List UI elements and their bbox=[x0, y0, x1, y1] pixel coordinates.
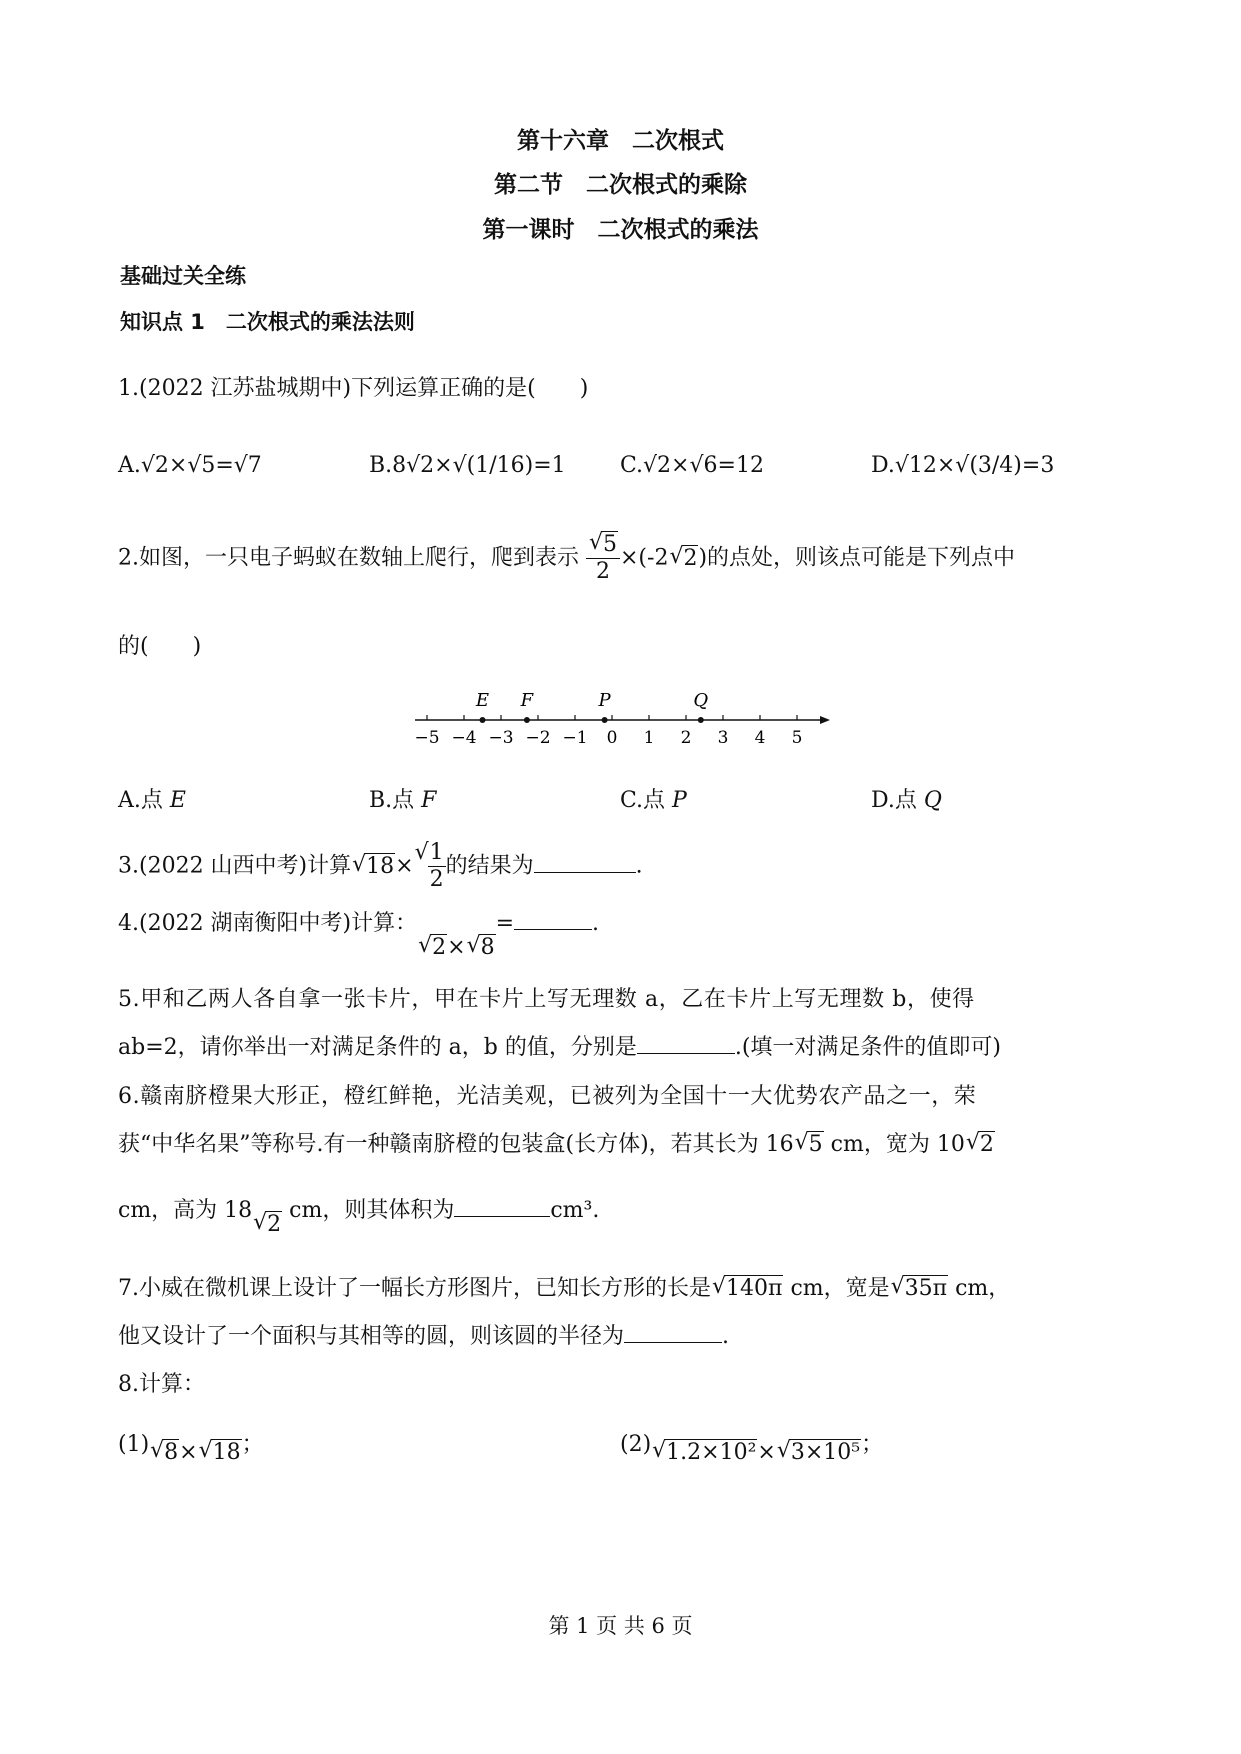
number-line-point-label: F bbox=[520, 690, 534, 711]
q4-radical-2: √ 2 bbox=[419, 933, 447, 963]
q2-option-b: B.点 F bbox=[369, 788, 437, 813]
number-line-point-Q bbox=[698, 717, 704, 723]
q8-stem: 8.计算： bbox=[118, 1372, 205, 1397]
q2-option-d: D.点 Q bbox=[871, 788, 942, 813]
q3-radical-18: √ 18 bbox=[353, 852, 395, 882]
number-line-point-label: Q bbox=[693, 690, 709, 711]
q2-stem-suffix: 的点处，则该点可能是下列点中 bbox=[707, 545, 1016, 571]
q8-part2: (2)√ 1.2×10²×√ 3×10⁵； bbox=[620, 1430, 883, 1460]
q3-radical-half: √ $\frac{1}{2}$ bbox=[416, 840, 446, 893]
q6-line1: 6.赣南脐橙果大形正，橙红鲜艳，光洁美观，已被列为全国十一大优势农产品之一，荣 bbox=[118, 1084, 977, 1109]
q1-option-c: C.√2×√6=12 bbox=[620, 453, 764, 478]
q7-radical-35pi: √ 35π bbox=[892, 1274, 948, 1304]
number-line-point-label: P bbox=[598, 690, 611, 711]
q5-line1: 5.甲和乙两人各自拿一张卡片，甲在卡片上写无理数 a，乙在卡片上写无理数 b，使得 bbox=[118, 987, 975, 1012]
q2-option-a: A.点 E bbox=[118, 788, 186, 813]
number-line-point-F bbox=[524, 717, 530, 723]
number-line-point-label: E bbox=[475, 690, 490, 711]
q4-answer-blank[interactable] bbox=[514, 929, 592, 930]
q3: 3.(2022 山西中考)计算√ 18× √ $\frac{1}{2}$ 的结果为 . bbox=[118, 840, 643, 893]
number-line-point-E bbox=[480, 717, 486, 723]
q2-radical: √ 5 bbox=[590, 532, 618, 558]
q1-option-d: D.√12×√(3/4)=3 bbox=[871, 453, 1055, 478]
knowledge-point-title: 知识点 1 二次根式的乘法法则 bbox=[120, 310, 415, 334]
section-title: 第二节 二次根式的乘除 bbox=[494, 172, 747, 198]
number-line-tick-label: 1 bbox=[643, 728, 655, 748]
q5-answer-blank[interactable] bbox=[637, 1053, 735, 1054]
number-line-tick-label: 4 bbox=[754, 728, 766, 748]
number-line-tick-label: −3 bbox=[488, 728, 514, 748]
number-line-tick-label: 2 bbox=[680, 728, 692, 748]
q2-stem: 2.如图，一只电子蚂蚁在数轴上爬行，爬到表示 √ $\frac{5}{2}$ ×(-2√ 2)的点处，则该点可能是下列点中 bbox=[118, 532, 1015, 585]
q8-part1: (1)√ 8×√ 18； bbox=[118, 1430, 264, 1460]
q8-radical-8: √ 8 bbox=[151, 1438, 179, 1468]
lesson-title: 第一课时 二次根式的乘法 bbox=[482, 217, 759, 243]
q6-radical-2b: √ 2 bbox=[254, 1210, 282, 1240]
q8-radical-3e5: √ 3×10⁵ bbox=[778, 1438, 861, 1468]
q2-radical-2: √ 2 bbox=[670, 544, 698, 574]
page-footer: 第 1 页 共 6 页 bbox=[548, 1614, 693, 1638]
q2-stem-prefix: 2.如图，一只电子蚂蚁在数轴上爬行，爬到表示 bbox=[118, 545, 579, 571]
number-line-tick-label: 3 bbox=[717, 728, 729, 748]
q6-line3: cm，高为 18√ 2 cm，则其体积为 cm³. bbox=[118, 1196, 599, 1226]
q8-radical-1-2e2: √ 1.2×10² bbox=[653, 1438, 757, 1468]
number-line bbox=[405, 690, 845, 760]
number-line-tick-label: −1 bbox=[562, 728, 588, 748]
q6-radical-5: √ 5 bbox=[796, 1130, 824, 1160]
q4-radical-8: √ 8 bbox=[468, 933, 496, 963]
q2-option-c: C.点 P bbox=[620, 788, 687, 813]
number-line-tick-label: −2 bbox=[525, 728, 551, 748]
number-line-tick-label: 5 bbox=[791, 728, 803, 748]
q6-line2: 获“中华名果”等称号.有一种赣南脐橙的包装盒(长方体)，若其长为 16√ 5 cm，宽为 10√ 2 bbox=[118, 1130, 995, 1160]
chapter-title: 第十六章 二次根式 bbox=[517, 128, 724, 154]
q1-stem: 1.(2022 江苏盐城期中)下列运算正确的是( ) bbox=[118, 376, 589, 401]
q7-line2: 他又设计了一个面积与其相等的圆，则该圆的半径为 . bbox=[118, 1324, 730, 1349]
q2-stem-end: 的( ) bbox=[118, 634, 202, 659]
q3-answer-blank[interactable] bbox=[534, 872, 636, 873]
q1-option-a: A.√2×√5=√7 bbox=[118, 453, 262, 478]
q6-radical-2a: √ 2 bbox=[967, 1130, 995, 1160]
q2-expression-fraction: √ $\frac{5}{2}$ bbox=[586, 532, 620, 585]
q7-answer-blank[interactable] bbox=[624, 1342, 722, 1343]
number-line-tick-label: 0 bbox=[606, 728, 618, 748]
q1-option-b: B.8√2×√(1/16)=1 bbox=[369, 453, 566, 478]
q8-radical-18: √ 18 bbox=[200, 1438, 242, 1468]
q5-line2: ab=2，请你举出一对满足条件的 a，b 的值，分别是 .(填一对满足条件的值即可) bbox=[118, 1035, 1001, 1060]
q7-line1: 7.小威在微机课上设计了一幅长方形图片，已知长方形的长是√ 140π cm，宽是√ 35π cm， bbox=[118, 1274, 1010, 1304]
practice-title: 基础过关全练 bbox=[120, 264, 246, 288]
q4: 4.(2022 湖南衡阳中考)计算：√ 2×√ 8= . bbox=[118, 909, 599, 939]
number-line-tick-label: −4 bbox=[451, 728, 477, 748]
number-line-point-P bbox=[602, 717, 608, 723]
q7-radical-140pi: √ 140π bbox=[713, 1274, 783, 1304]
number-line-tick-label: −5 bbox=[414, 728, 440, 748]
q6-answer-blank[interactable] bbox=[454, 1216, 550, 1217]
